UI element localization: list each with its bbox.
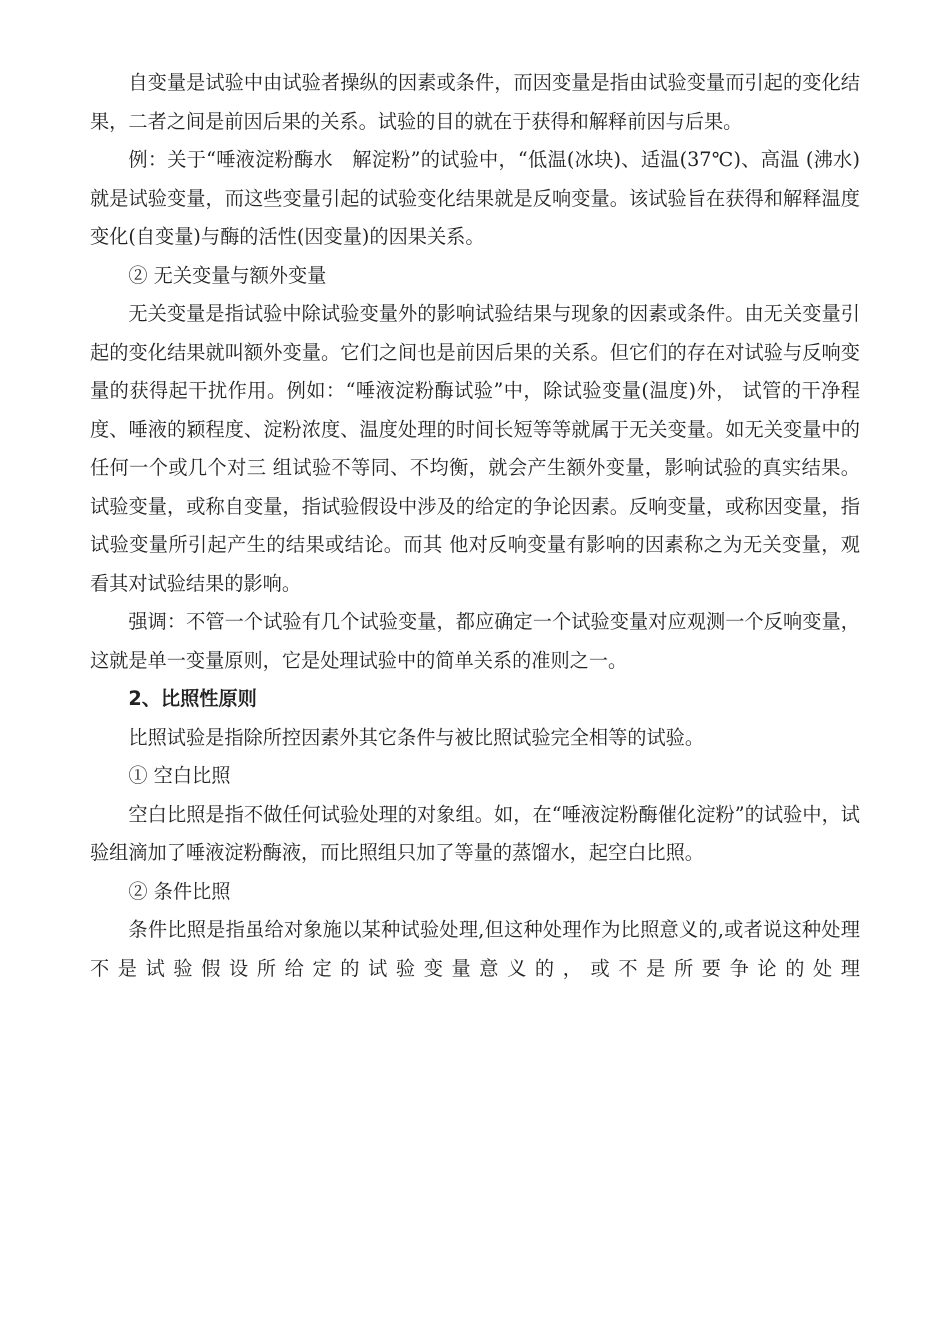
document-page <box>90 64 860 988</box>
paragraph-blank-control: 空白比照是指不做任何试验处理的对象组。如，在“唾液淀粉酶催化淀粉”的试验中，试验组滴加了唾液淀粉酶液，而比照组只加了等量的蒸馏水，起空白比照。 <box>90 802 860 864</box>
paragraph-control-definition: 比照试验是指除所控因素外其它条件与被比照试验完全相等的试验。 <box>128 725 705 749</box>
heading-blank-control: ① 空白比照 <box>128 764 231 787</box>
paragraph-emphasis: 强调：不管一个试验有几个试验变量，都应确定一个试验变量对应观测一个反响变量，这就是单一变量原则，它是处理试验中的简单关系的准则之一。 <box>90 610 860 672</box>
paragraph-condition-control: 条件比照是指虽给对象施以某种试验处理,但这种处理作为比照意义的,或者说这种处理不是试验假设所给定的试验变量意义的，或不是所要争论的处理 <box>90 918 860 980</box>
heading-irrelevant-variables: ② 无关变量与额外变量 <box>128 263 327 287</box>
paragraph-example-amylase: 例：关于“唾液淀粉酶水 解淀粉”的试验中，“低温(冰块)、适温(37℃)、高温 (沸水)就是试验变量，而这些变量引起的试验变化结果就是反响变量。该试验旨在获得和解释温度变化(自变量)与酶的活性(因变量)的因果关系。 <box>90 148 860 248</box>
heading-condition-control: ② 条件比照 <box>128 879 231 903</box>
paragraph-independent-variable: 自变量是试验中由试验者操纵的因素或条件，而因变量是指由试验变量而引起的变化结果，二者之间是前因后果的关系。试验的目的就在于获得和解释前因与后果。 <box>90 71 860 133</box>
heading-control-principle: 2、比照性原则 <box>128 687 257 710</box>
paragraph-irrelevant-variables: 无关变量是指试验中除试验变量外的影响试验结果与现象的因素或条件。由无关变量引起的变化结果就叫额外变量。它们之间也是前因后果的关系。但它们的存在对试验与反响变量的获得起干扰作用。例如：“唾液淀粉酶试验”中，除试验变量(温度)外， 试管的干净程度、唾液的颖程度、淀粉浓度、温度处理的时间长短等等就属于无关变量。如无关变量中的任何一个或几个对三 组试验不等同、不均衡，就会产生额外变量，影响试验的真实结果。试验变量，或称自变量，指试验假设中涉及的给定的争论因素。反响变量，或称因变量，指试验变量所引起产生的结果或结论。而其 他对反响变量有影响的因素称之为无关变量，观看其对试验结果的影响。 <box>90 302 860 595</box>
